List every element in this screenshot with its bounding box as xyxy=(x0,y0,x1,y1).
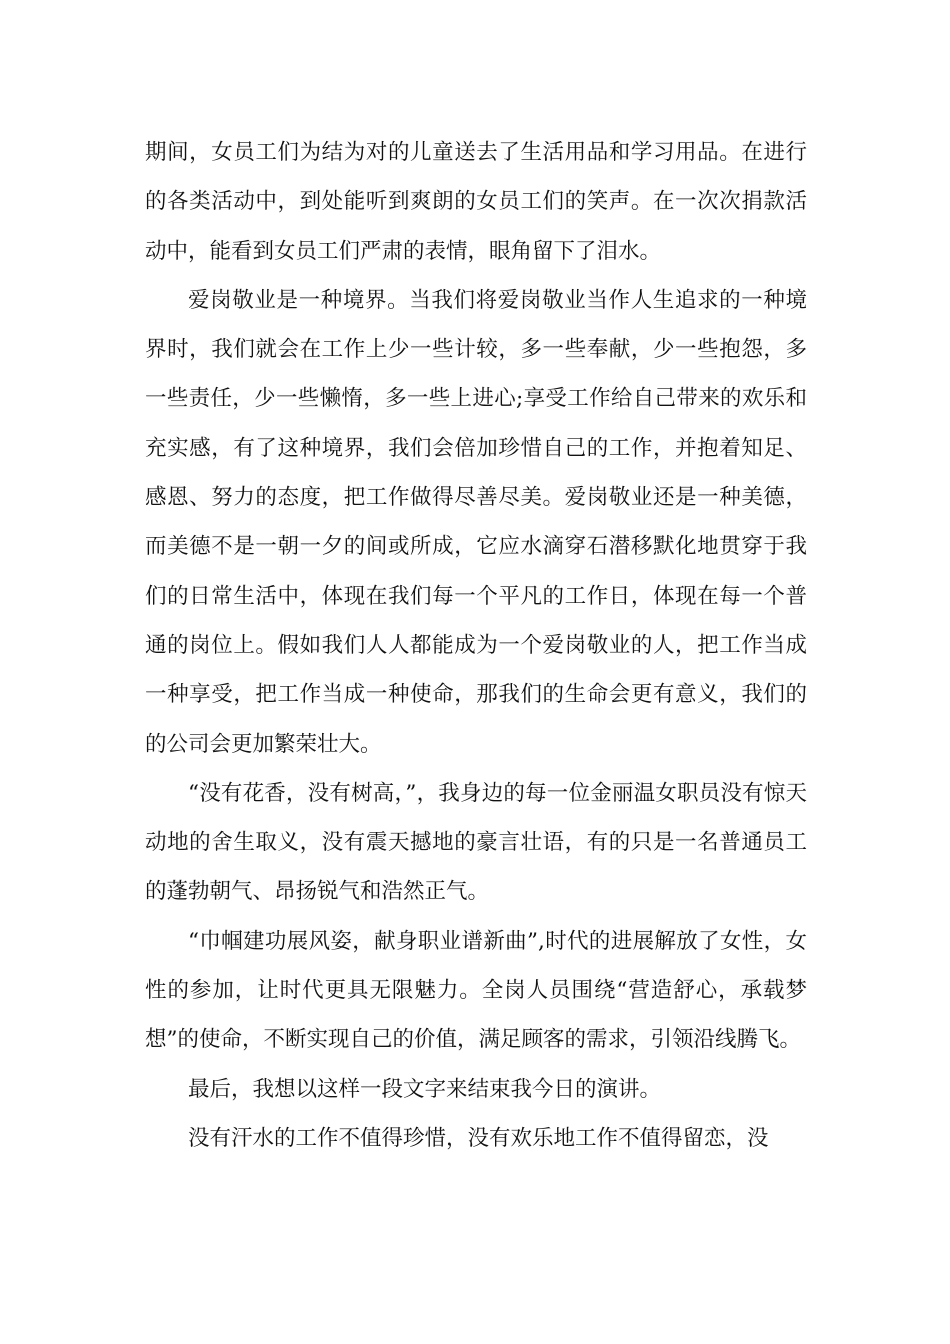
paragraph-4: “巾帼建功展风姿，献身职业谱新曲”,时代的进展解放了女性，女性的参加，让时代更具无限魅力。全岗人员围绕“营造舒心，承载梦想”的使命，不断实现自己的价值，满足顾客的需求，引领沿线腾飞。 xyxy=(145,928,807,1053)
paragraph-1: 期间，女员工们为结为对的儿童送去了生活用品和学习用品。在进行的各类活动中，到处能听到爽朗的女员工们的笑声。在一次次捐款活动中，能看到女员工们严肃的表情，眼角留下了泪水。 xyxy=(145,140,807,264)
paragraph-2: 爱岗敬业是一种境界。当我们将爱岗敬业当作人生追求的一种境界时，我们就会在工作上少一些计较，多一些奉献，少一些抱怨，多一些责任，少一些懒惰，多一些上进心;享受工作给自己带来的欢乐和充实感，有了这种境界，我们会倍加珍惜自己的工作，并抱着知足、感恩、努力的态度，把工作做得尽善尽美。爱岗敬业还是一种美德，而美德不是一朝一夕的间或所成，它应水滴穿石潜移默化地贯穿于我们的日常生活中，体现在我们每一个平凡的工作日，体现在每一个普通的岗位上。假如我们人人都能成为一个爱岗敬业的人，把工作当成一种享受，把工作当成一种使命，那我们的生命会更有意义，我们的的公司会更加繁荣壮大。 xyxy=(145,287,807,757)
paragraph-5: 最后，我想以这样一段文字来结束我今日的演讲。 xyxy=(188,1076,662,1102)
document-body xyxy=(145,128,807,1163)
paragraph-3: “没有花香，没有树高，”，我身边的每一位金丽温女职员没有惊天动地的舍生取义，没有震天撼地的豪言壮语，有的只是一名普通员工的蓬勃朝气、昂扬锐气和浩然正气。 xyxy=(145,780,807,905)
paragraph-6: 没有汗水的工作不值得珍惜，没有欢乐地工作不值得留恋，没 xyxy=(188,1125,769,1151)
